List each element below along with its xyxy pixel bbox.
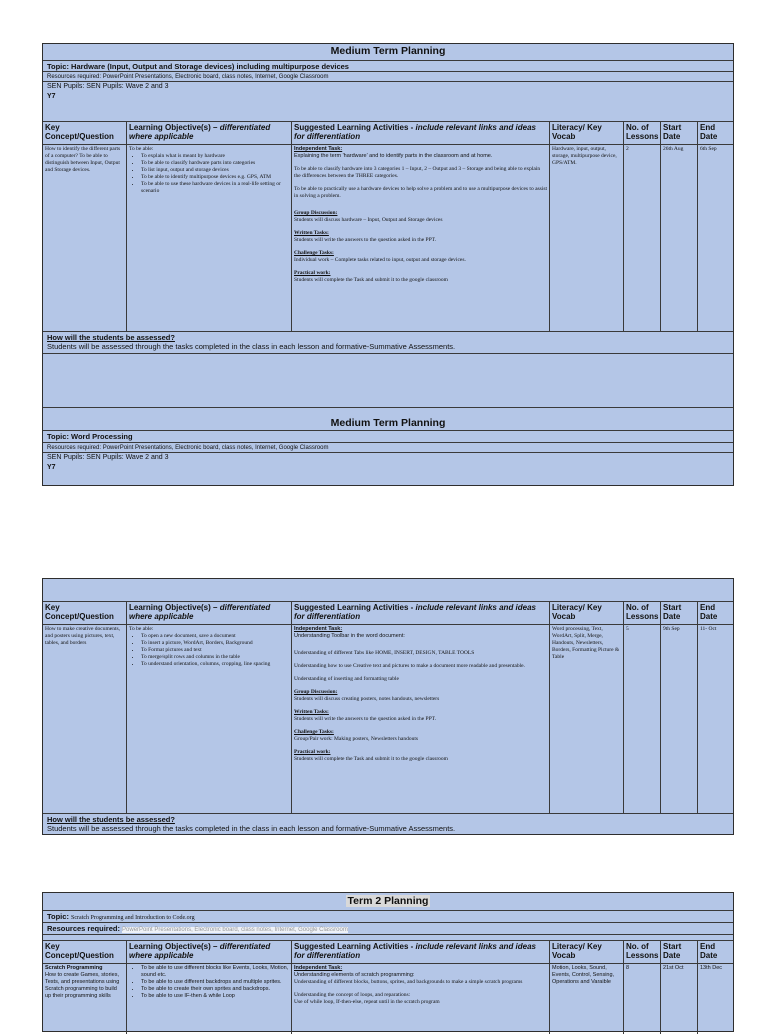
list-item: • To be able to create their own sprites and backdrops. (141, 986, 289, 993)
end-date-cell: 6th Sep (700, 146, 717, 152)
header-learning-objective: Learning Objective(s) – differentiated where applicable (127, 602, 292, 624)
sen-row (43, 82, 733, 122)
planning-block-word-processing (42, 578, 734, 835)
header-key-concept: Key Concept/Question (43, 122, 127, 144)
column-headers (43, 602, 733, 625)
vocab-cell: Hardware, input, output, storage, multipurpose device, GPS/ATM. (550, 145, 624, 331)
end-date-cell: 11- Oct (700, 626, 717, 632)
header-end: End Date (700, 603, 718, 621)
term-title: Term 2 Planning (347, 895, 429, 907)
year-text-2: Y7 (47, 464, 56, 471)
header-activities: Suggested Learning Activities - include relevant links and ideas for differentiation (292, 602, 550, 624)
assessment-answer: Students will be assessed through the tasks completed in the class in each lesson and formative-Summative Assessments. (47, 342, 456, 351)
header-key-concept: Key Concept/Question (43, 602, 127, 624)
lessons-cell: 5 (624, 625, 661, 813)
end-date-cell: 13th Dec (700, 965, 723, 971)
start-date-cell: 21st Oct (661, 964, 698, 1034)
list-item: • To explain what is meant by hardware (141, 153, 289, 160)
header-learning-objective: Learning Objective(s) – differentiated where applicable (127, 941, 292, 963)
table-row (43, 145, 733, 332)
resources-row-2: Resources required: PowerPoint Presentations, Electronic board, class notes, Internet, Google Classroom (43, 443, 733, 453)
lessons-cell: 2 (624, 145, 661, 331)
header-vocab: Literacy/ Key Vocab (550, 602, 624, 624)
sen-text-2: SEN Pupils: SEN Pupils: Wave 2 and 3 (47, 454, 169, 461)
list-item: • To list input, output and storage devices (141, 167, 289, 174)
sen-row-2 (43, 453, 733, 473)
activities-cell: Independent Task: Explaining the term 'hardware' and to identify parts in the classroom and at home. To be able to classify hardware into 3 categories 1 – Input, 2 – Output and 3 – Storage and being able to explain the differences between the THREE categories. To be able to practically use a hardware devices to help solve a problem and to use a multipurpose devices to assist in solving a problem. Group Discussion: Students will discuss hardware – Input, Output and Storage devices Written Tasks: Students will write the answers to the question asked in the PPT. Challenge Tasks: Individual work – Complete tasks related to input, output and storage devices. Practical work: Students will complete the Task and submit it to the google classroom (292, 145, 550, 331)
resources-label: Resources required: (47, 924, 123, 933)
header-lessons: No. of Lessons (624, 941, 661, 963)
assessment-row (43, 814, 733, 836)
spacer-row (43, 354, 733, 408)
key-concept-cell: Scratch Programming How to create Games, stories, Tests, and presentations using Scratch programming to build up their programming skills (43, 964, 127, 1034)
page-title: Medium Term Planning (43, 44, 733, 61)
header-end: End Date (700, 942, 718, 960)
key-concept-cell: How to identify the different parts of a computer? To be able to distinguish between Input, Output and Storage devices. (43, 145, 127, 331)
header-key-concept: Key Concept/Question (43, 941, 127, 963)
list-item: • To merge/split rows and columns in the table (141, 654, 289, 661)
list-item: • To be able to use these hardware devices in a real-life setting or scenario (141, 181, 289, 195)
header-activities: Suggested Learning Activities - include relevant links and ideas for differentiation (292, 941, 550, 963)
header-start: Start Date (661, 122, 698, 144)
header-learning-objective: Learning Objective(s) – differentiated where applicable (127, 122, 292, 144)
header-lessons: No. of Lessons (624, 122, 661, 144)
vocab-cell: Word processing, Text, WordArt, Split, Merge, Handouts, Newsletters, Borders, Formatting Picture & Table (550, 625, 624, 813)
assessment-question: How will the students be assessed? (47, 333, 175, 342)
activities-cell: Independent Task: Understanding elements of scratch programming: Understanding of different blocks, buttons, sprites, and backgrounds to make a simple scratch programs Understanding the concept of loops, and reparations: Use of while loop, If-then-else, repeat until in the scratch program (292, 964, 550, 1034)
topic-row: Topic: Hardware (Input, Output and Storage devices) including multipurpose devices (43, 61, 733, 72)
assessment-answer: Students will be assessed through the tasks completed in the class in each lesson and formative-Summative Assessments. (47, 824, 456, 833)
resources-text: PowerPoint Presentations, Electronic board, class notes, Internet, Google Classroom (122, 927, 348, 933)
list-item: • To be able to classify hardware parts into categories (141, 160, 289, 167)
list-item: • To open a new document, save a document (141, 633, 289, 640)
topic-row (43, 911, 733, 923)
objectives-cell: To be able: • To open a new document, save a document • To insert a picture, WordArt, Borders, Background • To Format pictures and text • To merge/split rows and columns in the table • To understand orientation, columns, cropping, line spacing (127, 625, 292, 813)
list-item: • To be able to use different backdrops and multiple sprites. (141, 979, 289, 986)
topic-row-2: Topic: Word Processing (43, 431, 733, 443)
resources-text: PowerPoint Presentations, Electronic board, class notes, Internet, Google Classroom (102, 74, 329, 80)
header-end: End Date (700, 123, 718, 141)
list-item: • To be able to use IF-then & while Loop (141, 993, 289, 1000)
page-title (43, 893, 733, 911)
header-activities: Suggested Learning Activities - include relevant links and ideas for differentiation (292, 122, 550, 144)
header-vocab: Literacy/ Key Vocab (550, 941, 624, 963)
topic-label: Topic: (47, 912, 72, 921)
objectives-cell: To be able: • To explain what is meant by hardware • To be able to classify hardware parts into categories • To list input, output and storage devices • To be able to identify multipurpose devices e.g. GPS, ATM • To be able to use these hardware devices in a real-life setting or scenario (127, 145, 292, 331)
planning-block-hardware (42, 43, 734, 486)
spacer-row (43, 579, 733, 602)
start-date-cell: 26th Aug (661, 145, 698, 331)
sen-text: SEN Pupils: SEN Pupils: Wave 2 and 3 (47, 83, 169, 90)
list-item: • To Format pictures and text (141, 647, 289, 654)
header-vocab: Literacy/ Key Vocab (550, 122, 624, 144)
list-item: • To be able to use different blocks like Events, Looks, Motion, sound etc. (141, 965, 289, 979)
list-item: • To understand orientation, columns, cropping, line spacing (141, 661, 289, 668)
header-lessons: No. of Lessons (624, 602, 661, 624)
column-headers (43, 122, 733, 145)
resources-row (43, 923, 733, 935)
year-text: Y7 (47, 93, 56, 100)
topic-text: Scratch Programming and Introduction to Code.org (71, 915, 195, 921)
activities-cell: Independent Task: Understanding Toolbar in the word document: Understanding of different Tabs like HOME, INSERT, DESIGN, TABLE TOOLS Understanding how to use Creative text and pictures to make a document more readable and presentable. Understanding of inserting and formatting table Group Discussion: Students will discuss creating posters, notes handouts, newsletters Written Tasks: Students will write the answers to the question asked in the PPT. Challenge Tasks: Group/Pair work: Making posters, Newsletters handouts Practical work: Students will complete the Task and submit it to the google classroom (292, 625, 550, 813)
list-item: • To be able to identify multipurpose devices e.g. GPS, ATM (141, 174, 289, 181)
assessment-row (43, 332, 733, 354)
header-start: Start Date (661, 602, 698, 624)
table-row (43, 625, 733, 814)
start-date-cell: 9th Sep (661, 625, 698, 813)
resources-label: Resources required: (47, 74, 103, 80)
page-title-2: Medium Term Planning (43, 408, 733, 431)
resources-row (43, 72, 733, 82)
lessons-cell: 8 (624, 964, 661, 1034)
header-start: Start Date (661, 941, 698, 963)
planning-block-term-2 (42, 892, 734, 1032)
key-concept-cell: How to make creative documents, and posters using pictures, text, tables, and borders (43, 625, 127, 813)
assessment-question: How will the students be assessed? (47, 815, 175, 824)
vocab-cell: Motion, Looks, Sound, Events, Control, Sensing, Operations and Varaible (550, 964, 624, 1034)
list-item: • To insert a picture, WordArt, Borders, Background (141, 640, 289, 647)
column-headers (43, 941, 733, 964)
